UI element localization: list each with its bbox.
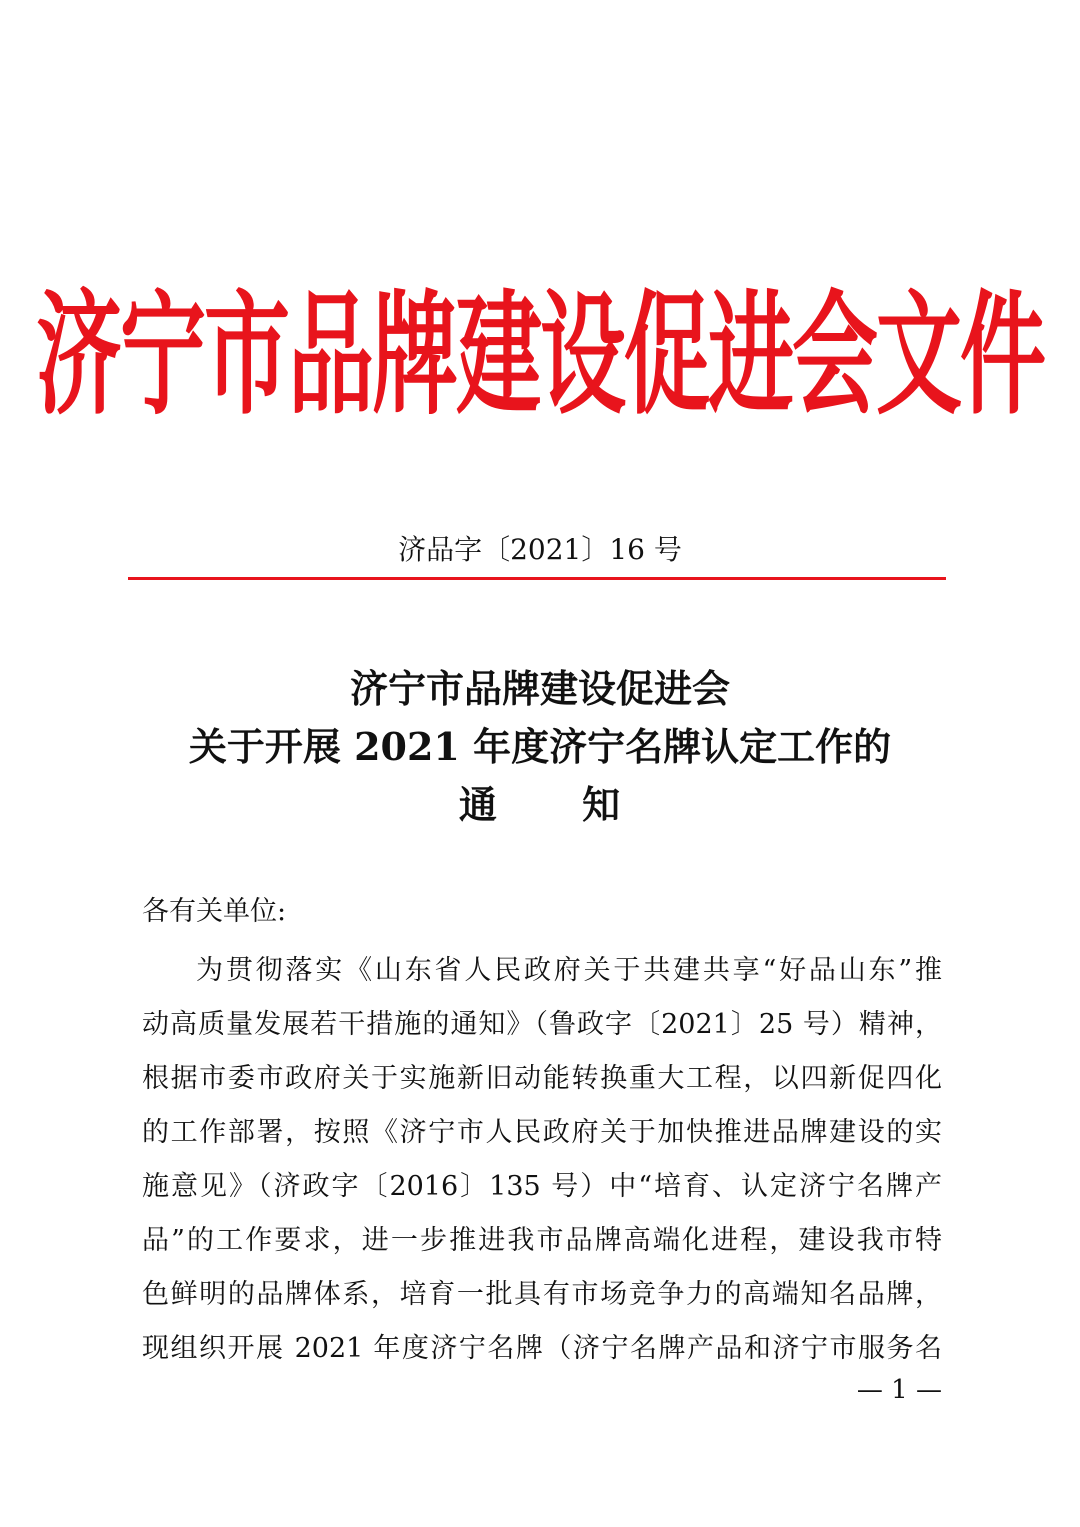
body-line: 根据市委市政府关于实施新旧动能转换重大工程，以四新促四化 [142, 1063, 942, 1094]
page-number: — 1 — [856, 1375, 942, 1405]
body-line: 为贯彻落实《山东省人民政府关于共建共享“好品山东”推 [196, 955, 942, 986]
notice-title-line-1: 济宁市品牌建设促进会 [349, 666, 730, 711]
body-line: 动高质量发展若干措施的通知》（鲁政字〔2021〕25 号）精神， [142, 1009, 942, 1040]
document-header-title: 济宁市品牌建设促进会文件 [36, 277, 1044, 434]
document-number: 济品字〔2021〕16 号 [398, 533, 682, 566]
red-divider-line [128, 577, 946, 580]
notice-title-line-3: 通 知 [458, 782, 622, 827]
body-line: 施意见》（济政字〔2016〕135 号）中“培育、认定济宁名牌产 [142, 1171, 942, 1202]
body-line: 品”的工作要求，进一步推进我市品牌高端化进程，建设我市特 [142, 1225, 942, 1256]
body-line: 色鲜明的品牌体系，培育一批具有市场竞争力的高端知名品牌， [142, 1279, 942, 1310]
body-line: 现组织开展 2021 年度济宁名牌（济宁名牌产品和济宁市服务名 [142, 1333, 942, 1364]
body-paragraph [142, 944, 942, 1376]
notice-title [0, 660, 1080, 834]
salutation: 各有关单位: [142, 896, 287, 927]
notice-title-line-2: 关于开展 2021 年度济宁名牌认定工作的 [188, 724, 892, 769]
body-line: 的工作部署，按照《济宁市人民政府关于加快推进品牌建设的实 [142, 1117, 942, 1148]
